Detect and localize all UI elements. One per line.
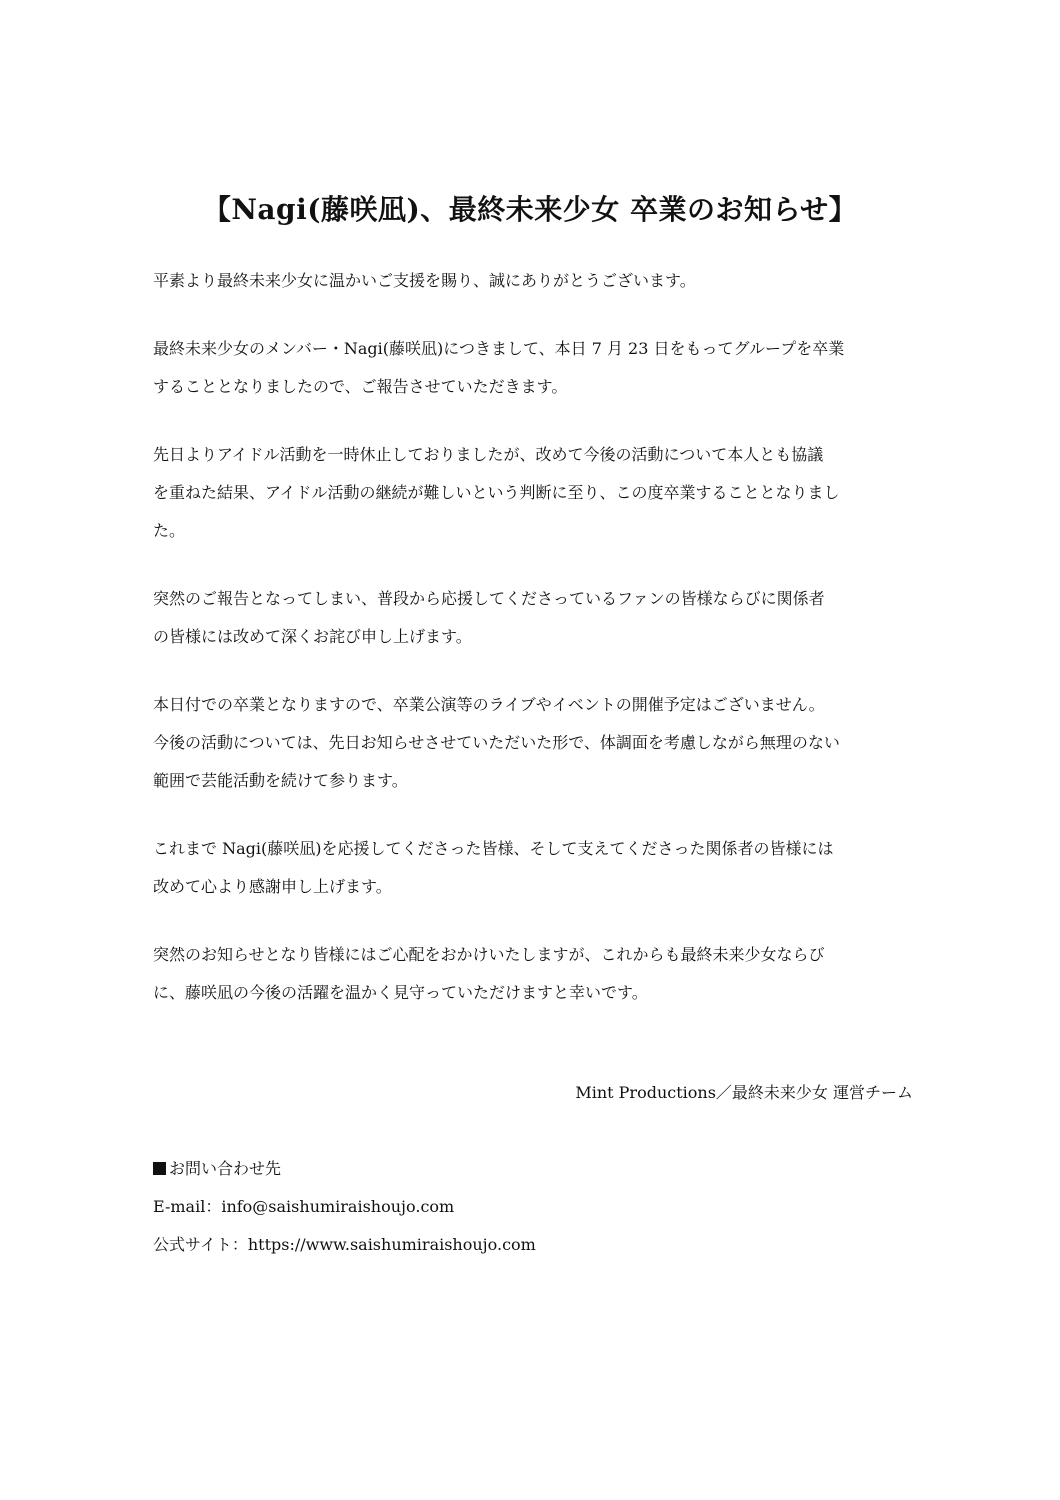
paragraph-line: に、藤咲凪の今後の活躍を温かく見守っていただけますと幸いです。 [153, 983, 648, 1002]
contact-heading-label: お問い合わせ先 [169, 1159, 282, 1178]
paragraph-line: 先日よりアイドル活動を一時休止しておりましたが、改めて今後の活動について本人とも協議 [153, 445, 824, 464]
contact-heading [153, 1150, 536, 1188]
paragraph-line: することとなりましたので、ご報告させていただきます。 [153, 377, 568, 396]
paragraph-line: た。 [153, 521, 186, 540]
black-square-icon [153, 1162, 166, 1175]
paragraph-line: 本日付での卒業となりますので、卒業公演等のライブやイベントの開催予定はございません。 [153, 695, 825, 714]
paragraph-line: 突然のお知らせとなり皆様にはご心配をおかけいたしますが、これからも最終未来少女ならび [153, 945, 825, 964]
paragraph-line: を重ねた結果、アイドル活動の継続が難しいという判断に至り、この度卒業することとなりまし [153, 483, 840, 502]
document-title: 【Nagi(藤咲凪)、最終未来少女 卒業のお知らせ】 [202, 193, 858, 226]
paragraph-reason [153, 436, 913, 550]
paragraph-line: これまで Nagi(藤咲凪)を応援してくださった皆様、そして支えてくださった関係者の皆様には [153, 839, 834, 858]
paragraph-apology [153, 580, 913, 656]
paragraph-announcement [153, 330, 913, 406]
contact-website[interactable]: 公式サイト：https://www.saishumiraishoujo.com [153, 1235, 536, 1254]
paragraph-thanks [153, 830, 913, 906]
contact-email[interactable]: E-mail：info@saishumiraishoujo.com [153, 1197, 455, 1216]
signature: Mint Productions／最終未来少女 運営チーム [575, 1083, 913, 1102]
paragraph-line: 今後の活動については、先日お知らせさせていただいた形で、体調面を考慮しながら無理のない [153, 733, 840, 752]
document-body [153, 262, 913, 1042]
paragraph-line: 突然のご報告となってしまい、普段から応援してくださっているファンの皆様ならびに関係者 [153, 589, 825, 608]
paragraph-closing [153, 936, 913, 1012]
paragraph-line: 最終未来少女のメンバー・Nagi(藤咲凪)につきまして、本日 7 月 23 日をもってグループを卒業 [153, 339, 845, 358]
paragraph-line: 平素より最終未来少女に温かいご支援を賜り、誠にありがとうございます。 [153, 271, 696, 290]
paragraph-line: の皆様には改めて深くお詫び申し上げます。 [153, 627, 472, 646]
paragraph-future-activity [153, 686, 913, 800]
paragraph-line: 改めて心より感謝申し上げます。 [153, 877, 392, 896]
paragraph-greeting [153, 262, 913, 300]
contact-section [153, 1150, 536, 1264]
paragraph-line: 範囲で芸能活動を続けて参ります。 [153, 771, 408, 790]
